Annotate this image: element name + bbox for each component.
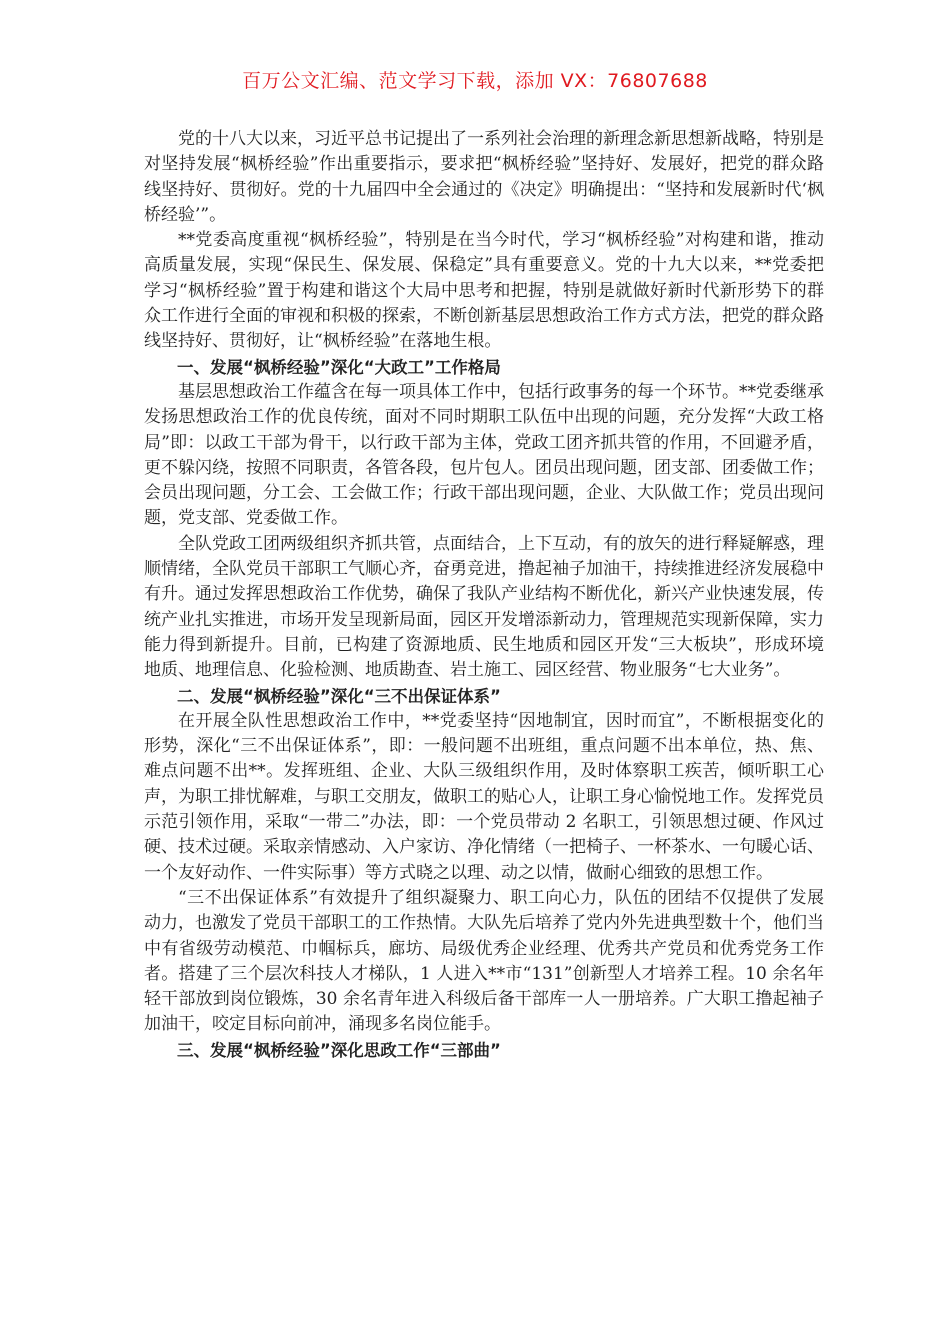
- paragraph: **党委高度重视“枫桥经验”，特别是在当今时代，学习“枫桥经验”对构建和谐，推动高质量发展，实现“保民生、保发展、保稳定”具有重要意义。党的十九大以来，**党委把学习“枫桥经验”置于构建和谐这个大局中思考和把握，特别是就做好新时代新形势下的群众工作进行全面的审视和积极的探索，不断创新基层思想政治工作方式方法，把党的群众路线坚持好、贯彻好，让“枫桥经验”在落地生根。: [144, 230, 824, 352]
- section-heading: 三、发展“枫桥经验”深化思政工作“三部曲”: [177, 1040, 501, 1060]
- paragraph: “三不出保证体系”有效提升了组织凝聚力、职工向心力，队伍的团结不仅提供了发展动力，也激发了党员干部职工的工作热情。大队先后培养了党内外先进典型数十个，他们当中有省级劳动模范、巾帼标兵，廊坊、局级优秀企业经理、优秀共产党员和优秀党务工作者。搭建了三个层次科技人才梯队，1 人进入**市“131”创新型人才培养工程。10 余名年轻干部放到岗位锻炼，30 余名青年进入科级后备干部库一人一册培养。广大职工撸起袖子加油干，咬定目标向前冲，涌现多名岗位能手。: [144, 887, 824, 1035]
- paragraph: 全队党政工团两级组织齐抓共管，点面结合，上下互动，有的放矢的进行释疑解惑，理顺情绪，全队党员干部职工气顺心齐，奋勇竞进，撸起袖子加油干，持续推进经济发展稳中有升。通过发挥思想政治工作优势，确保了我队产业结构不断优化，新兴产业快速发展，传统产业扎实推进，市场开发呈现新局面，园区开发增添新动力，管理规范实现新保障，实力能力得到新提升。目前，已构建了资源地质、民生地质和园区开发“三大板块”，形成环境地质、地理信息、化验检测、地质勘查、岩土施工、园区经营、物业服务“七大业务”。: [144, 533, 824, 681]
- document-body: [144, 127, 824, 1063]
- paragraph: 基层思想政治工作蕴含在每一项具体工作中，包括行政事务的每一个环节。**党委继承发扬思想政治工作的优良传统，面对不同时期职工队伍中出现的问题，充分发挥“大政工格局”即：以政工干部为骨干，以行政干部为主体，党政工团齐抓共管的作用，不回避矛盾，更不躲闪绕，按照不同职责，各管各段，包片包人。团员出现问题，团支部、团委做工作；会员出现问题，分工会、工会做工作；行政干部出现问题，企业、大队做工作；党员出现问题，党支部、党委做工作。: [144, 381, 824, 529]
- paragraph: 党的十八大以来，习近平总书记提出了一系列社会治理的新理念新思想新战略，特别是对坚持发展“枫桥经验”作出重要指示，要求把“枫桥经验”坚持好、发展好，把党的群众路线坚持好、贯彻好。党的十九届四中全会通过的《决定》明确提出：“坚持和发展新时代‘枫桥经验’”。: [144, 129, 824, 225]
- section-heading: 一、发展“枫桥经验”深化“大政工”工作格局: [177, 357, 501, 377]
- section-heading: 二、发展“枫桥经验”深化“三不出保证体系”: [177, 686, 501, 706]
- paragraph: 在开展全队性思想政治工作中，**党委坚持“因地制宜，因时而宜”，不断根据变化的形势，深化“三不出保证体系”，即：一般问题不出班组，重点问题不出本单位，热、焦、难点问题不出**。发挥班组、企业、大队三级组织作用，及时体察职工疾苦，倾听职工心声，为职工排忧解难，与职工交朋友，做职工的贴心人，让职工身心愉悦地工作。发挥党员示范引领作用，采取“一带二”办法，即：一个党员带动 2 名职工，引领思想过硬、作风过硬、技术过硬。采取亲情感动、入户家访、净化情绪（一把椅子、一杯茶水、一句暖心话、一个友好动作、一件实际事）等方式晓之以理、动之以情，做耐心细致的思想工作。: [144, 710, 824, 883]
- header-notice: 百万公文汇编、范文学习下载，添加 VX：76807688: [242, 70, 708, 92]
